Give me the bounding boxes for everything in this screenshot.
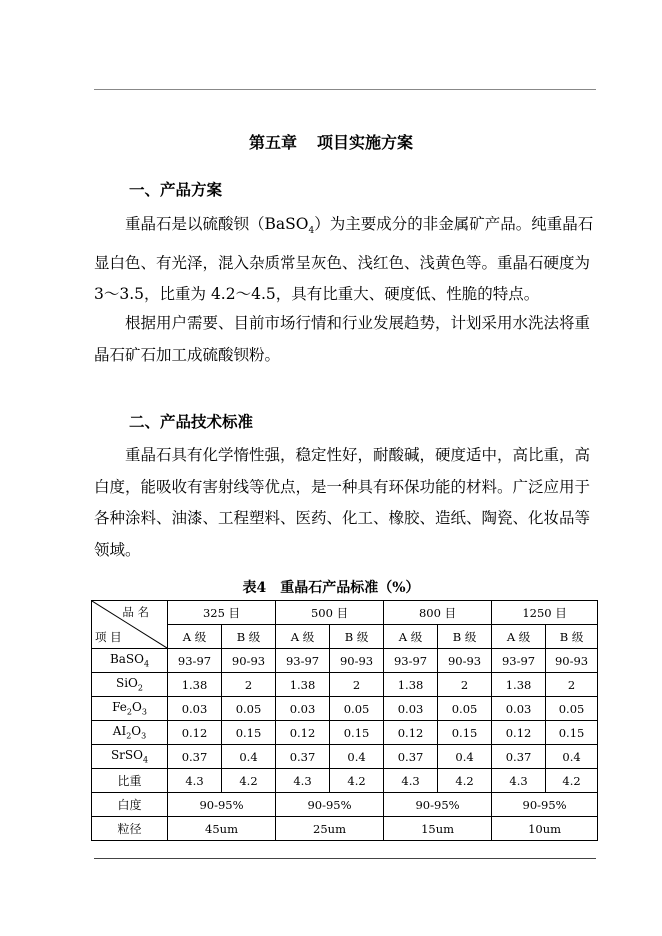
paragraph-processing-plan: 根据用户需要、目前市场行情和行业发展趋势，计划采用水洗法将重晶石矿石加工成硫酸钡粉。 (94, 314, 591, 364)
table-cell: 93-97 (276, 649, 330, 673)
table-cell: 1.38 (492, 673, 546, 697)
table-cell: 1.38 (384, 673, 438, 697)
table-cell: 0.03 (492, 697, 546, 721)
mesh-header: 325 目 (168, 601, 276, 625)
formula-text: O (131, 700, 142, 715)
table-cell: 0.15 (222, 721, 276, 745)
table-cell: 2 (330, 673, 384, 697)
row-label (92, 697, 168, 721)
table-row-al2o3 (92, 721, 598, 745)
table-cell: 93-97 (492, 649, 546, 673)
table-cell: 4.2 (222, 769, 276, 793)
table-cell: 4.2 (546, 769, 598, 793)
table-row-fe2o3 (92, 697, 598, 721)
paragraph-barite-intro (94, 209, 604, 311)
table-cell: 90-93 (330, 649, 384, 673)
table-cell: 4.3 (384, 769, 438, 793)
section-heading-technical-standard: 二、产品技术标准 (129, 412, 254, 431)
table-cell: 93-97 (168, 649, 222, 673)
chapter-name: 项目实施方案 (317, 133, 414, 152)
header-rule (94, 89, 596, 90)
chapter-title (0, 130, 662, 153)
formula-text: AI (112, 724, 127, 739)
row-label (92, 673, 168, 697)
formula-text: BaSO (109, 652, 144, 667)
table-cell: 90-95% (276, 793, 384, 817)
chapter-number: 第五章 (248, 133, 297, 152)
table-cell: 0.4 (222, 745, 276, 769)
row-label: 粒径 (92, 817, 168, 841)
formula-subscript: 3 (141, 707, 147, 717)
table-row-baso4 (92, 649, 598, 673)
table-cell: 0.37 (492, 745, 546, 769)
table-cell: 0.05 (330, 697, 384, 721)
table-cell: 0.37 (384, 745, 438, 769)
table-cell: 0.05 (222, 697, 276, 721)
grade-header: A 级 (276, 625, 330, 649)
table-caption (0, 577, 662, 597)
table-cell: 0.12 (276, 721, 330, 745)
table-cell: 4.2 (330, 769, 384, 793)
table-row-specific-gravity (92, 769, 598, 793)
table-cell: 4.3 (168, 769, 222, 793)
grade-header: B 级 (438, 625, 492, 649)
table-row-whiteness (92, 793, 598, 817)
mesh-header: 1250 目 (492, 601, 598, 625)
table-cell: 90-95% (168, 793, 276, 817)
table-cell: 90-93 (438, 649, 492, 673)
table-cell: 0.05 (546, 697, 598, 721)
formula-subscript: 3 (141, 731, 147, 741)
mesh-header: 800 目 (384, 601, 492, 625)
table-cell: 0.03 (384, 697, 438, 721)
grade-header: B 级 (546, 625, 598, 649)
table-cell: 4.3 (276, 769, 330, 793)
para-subscript: 4 (308, 226, 315, 237)
formula-subscript: 2 (137, 683, 143, 693)
table-cell: 0.12 (384, 721, 438, 745)
table-cell: 0.37 (276, 745, 330, 769)
table-cell: 0.37 (168, 745, 222, 769)
table-cell: 2 (438, 673, 492, 697)
table-row-sio2 (92, 673, 598, 697)
para-text: 重晶石是以硫酸钡（BaSO (125, 215, 309, 233)
table-title: 重晶石产品标准（%） (280, 580, 420, 596)
table-cell: 10um (492, 817, 598, 841)
table-cell: 2 (546, 673, 598, 697)
table-cell: 90-95% (492, 793, 598, 817)
table-cell: 0.15 (330, 721, 384, 745)
footer-rule (94, 858, 596, 859)
table-cell: 90-93 (546, 649, 598, 673)
grade-header: A 级 (384, 625, 438, 649)
para-text: ）为主要成分的非金属矿产品。纯重晶石显白色、有光泽，混入杂质常呈灰色、浅红色、浅黄色等。重晶石硬度为 3～3.5，比重为 4.2～4.5，具有比重大、硬度低、性脆的特点。 (94, 215, 594, 304)
table-row-particle-size (92, 817, 598, 841)
table-cell: 0.4 (330, 745, 384, 769)
formula-subscript: 2 (126, 707, 132, 717)
table-cell: 93-97 (384, 649, 438, 673)
table-cell: 4.3 (492, 769, 546, 793)
table-cell: 1.38 (168, 673, 222, 697)
formula-text: O (131, 724, 142, 739)
paragraph-barite-properties: 重晶石具有化学惰性强，稳定性好，耐酸碱，硬度适中，高比重，高白度，能吸收有害射线等优点，是一种具有环保功能的材料。广泛应用于各种涂料、油漆、工程塑料、医药、化工、橡胶、造纸、陶瓷、化妆品等领域。 (94, 446, 591, 559)
table-cell: 1.38 (276, 673, 330, 697)
row-label: 比重 (92, 769, 168, 793)
row-label (92, 649, 168, 673)
table-cell: 0.12 (168, 721, 222, 745)
formula-subscript: 2 (126, 731, 132, 741)
table-cell: 0.15 (546, 721, 598, 745)
formula-text: Fe (112, 700, 127, 715)
corner-label-item: 项 目 (95, 630, 122, 644)
formula-text: SrSO (110, 748, 143, 763)
section-heading-product-plan: 一、产品方案 (129, 180, 223, 199)
table-row-mesh (92, 601, 598, 625)
corner-label-product: 品 名 (122, 605, 149, 619)
grade-header: B 级 (330, 625, 384, 649)
table-cell: 0.4 (546, 745, 598, 769)
row-label: 白度 (92, 793, 168, 817)
table-row-srso4 (92, 745, 598, 769)
formula-text: SiO (116, 676, 138, 691)
table-number: 表4 (242, 580, 267, 596)
grade-header: A 级 (492, 625, 546, 649)
table-cell: 45um (168, 817, 276, 841)
table-cell: 0.4 (438, 745, 492, 769)
table-cell: 15um (384, 817, 492, 841)
table-cell: 25um (276, 817, 384, 841)
table-cell: 0.03 (168, 697, 222, 721)
row-label (92, 745, 168, 769)
formula-subscript: 4 (143, 659, 150, 669)
row-label (92, 721, 168, 745)
table-cell: 90-93 (222, 649, 276, 673)
product-standard-table (91, 600, 598, 841)
table-cell: 4.2 (438, 769, 492, 793)
grade-header: A 级 (168, 625, 222, 649)
table-cell: 2 (222, 673, 276, 697)
table-cell: 90-95% (384, 793, 492, 817)
table-cell: 0.12 (492, 721, 546, 745)
table-corner-cell (92, 601, 168, 649)
formula-subscript: 4 (142, 755, 149, 765)
table-cell: 0.03 (276, 697, 330, 721)
table-cell: 0.05 (438, 697, 492, 721)
grade-header: B 级 (222, 625, 276, 649)
mesh-header: 500 目 (276, 601, 384, 625)
table-cell: 0.15 (438, 721, 492, 745)
